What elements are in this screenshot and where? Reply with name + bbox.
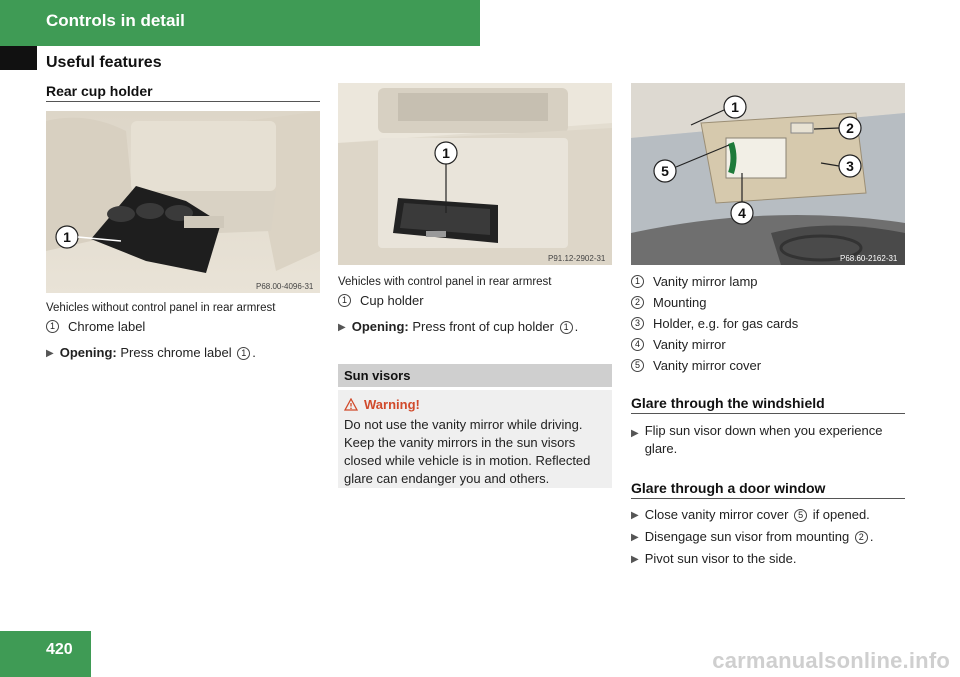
legend-item: [631, 274, 758, 289]
callout-number: 1: [46, 320, 59, 333]
photo-code: P68.00-4096-31: [256, 282, 314, 291]
instruction-step: [46, 345, 256, 361]
instruction-step: [338, 319, 578, 335]
legend-item: [338, 293, 424, 308]
legend-item: [631, 295, 706, 310]
warning-triangle-icon: [344, 398, 358, 411]
legend-label: Vanity mirror: [653, 337, 726, 352]
heading-rule: [631, 413, 905, 414]
callout-4: 4: [738, 205, 746, 221]
step-text-end: .: [869, 529, 874, 544]
step-arrow-icon: ▶: [631, 532, 639, 543]
instruction-step: [631, 507, 870, 523]
legend-label: Chrome label: [68, 319, 146, 334]
callout-ref: 5: [794, 509, 807, 522]
callout-ref: 1: [237, 347, 250, 360]
svg-text:1: 1: [63, 229, 71, 245]
callout-ref: 2: [855, 531, 868, 544]
watermark: carmanualsonline.info: [712, 648, 950, 673]
callout-number: 1: [631, 275, 644, 288]
rear-cup-holder-photo: [46, 111, 320, 293]
windshield-heading: Glare through the windshield: [631, 395, 825, 411]
cup-holder-panel-photo: [338, 83, 612, 265]
legend-item: [631, 337, 726, 352]
photo-code: P91.12-2902-31: [548, 254, 606, 263]
step-label: Opening:: [59, 345, 117, 360]
callout-number: 5: [631, 359, 644, 372]
legend-item: [631, 358, 761, 373]
callout-ref: 1: [560, 321, 573, 334]
section-tab-marker: [0, 46, 37, 70]
legend-item: [631, 316, 798, 331]
callout-number: 3: [631, 317, 644, 330]
step-text-end: if opened.: [809, 507, 870, 522]
step-text: Pivot sun visor to the side.: [644, 551, 797, 566]
step-text: Press front of cup holder: [408, 319, 558, 334]
heading-rule: [46, 101, 320, 102]
step-text: Disengage sun visor from mounting: [644, 529, 853, 544]
callout-3: 3: [846, 158, 854, 174]
legend-label: Holder, e.g. for gas cards: [653, 316, 799, 331]
warning-title-text: Warning!: [364, 397, 420, 412]
sun-visor-photo: [631, 83, 905, 265]
step-text: Flip sun visor down when you experience glare.: [644, 423, 883, 456]
callout-number: 1: [338, 294, 351, 307]
warning-box: [338, 390, 612, 488]
chapter-title: Controls in detail: [46, 11, 185, 30]
warning-title: [344, 397, 420, 412]
legend-item: [46, 319, 145, 334]
sun-visors-banner: [338, 364, 612, 387]
step-label: Opening:: [351, 319, 409, 334]
section-title: Useful features: [46, 54, 162, 71]
step-text: Close vanity mirror cover: [644, 507, 793, 522]
svg-text:1: 1: [442, 145, 450, 161]
step-text-end: .: [574, 319, 579, 334]
legend-label: Cup holder: [360, 293, 424, 308]
instruction-step: [631, 422, 905, 458]
door-window-heading: Glare through a door window: [631, 480, 826, 496]
legend-label: Vanity mirror cover: [653, 358, 762, 373]
callout-2: 2: [846, 120, 854, 136]
callout-1: 1: [731, 99, 739, 115]
step-arrow-icon: ▶: [631, 428, 639, 439]
callout-5: 5: [661, 163, 669, 179]
banner-title: Sun visors: [344, 368, 411, 383]
warning-text: Do not use the vanity mirror while driving. Keep the vanity mirrors in the sun visors closed while vehicle is in motion. Reflected glare can endanger you and others.: [344, 417, 591, 486]
callout-number: 2: [631, 296, 644, 309]
page-number: 420: [46, 641, 73, 658]
photo-caption: Vehicles without control panel in rear armrest: [46, 302, 276, 314]
step-arrow-icon: ▶: [46, 348, 54, 359]
photo-caption: Vehicles with control panel in rear armrest: [338, 276, 552, 288]
instruction-step: [631, 529, 873, 545]
instruction-step: [631, 551, 796, 566]
callout-number: 4: [631, 338, 644, 351]
step-arrow-icon: ▶: [631, 510, 639, 521]
legend-label: Vanity mirror lamp: [653, 274, 758, 289]
heading-rule: [631, 498, 905, 499]
rear-cup-holder-heading: Rear cup holder: [46, 83, 153, 99]
step-text-end: .: [252, 345, 256, 360]
step-text: Press chrome label: [116, 345, 236, 360]
legend-label: Mounting: [653, 295, 707, 310]
step-arrow-icon: ▶: [631, 554, 639, 565]
step-arrow-icon: ▶: [338, 322, 346, 333]
photo-code: P68.60-2162-31: [840, 254, 898, 263]
